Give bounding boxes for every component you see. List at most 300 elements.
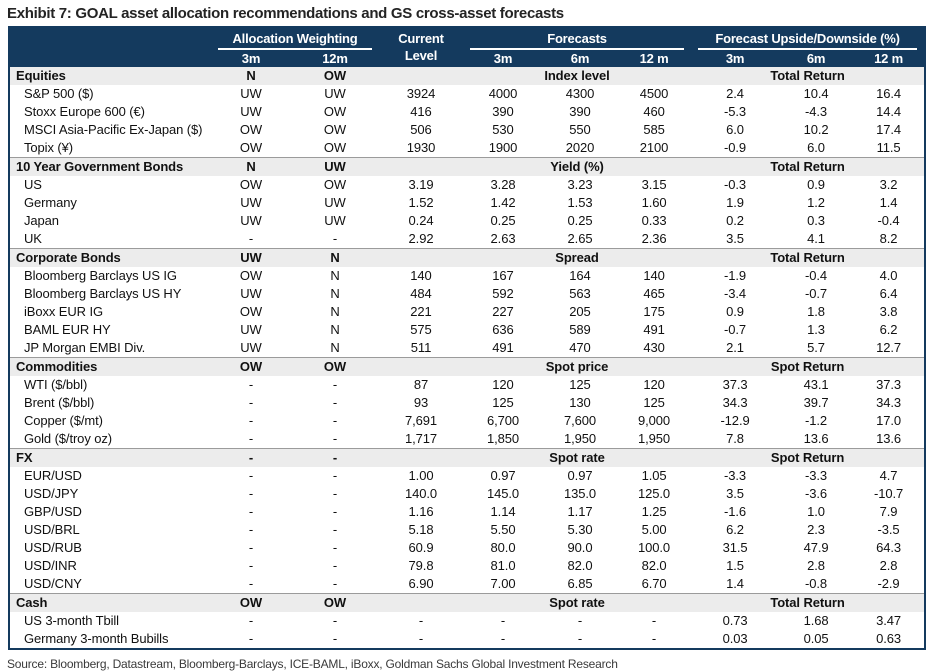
cell-upside-12m: 3.8	[879, 304, 898, 319]
row-label: BAML EUR HY	[24, 322, 111, 337]
exhibit-title: Exhibit 7: GOAL asset allocation recommendations and GS cross-asset forecasts	[7, 5, 564, 22]
table-row	[9, 557, 925, 575]
cell-forecast-3m: 6,700	[486, 413, 520, 428]
cell-forecast-3m: 0.25	[490, 213, 516, 228]
cell-forecast-3m: 120	[492, 377, 514, 392]
section-forecast-label: Yield (%)	[463, 158, 691, 177]
cell-upside-12m: 8.2	[879, 231, 898, 246]
cell-forecast-3m: 167	[492, 268, 514, 283]
cell-forecast-6m: 1.17	[567, 504, 593, 519]
header-forecast-6m: 6m	[543, 50, 617, 67]
table-row	[9, 521, 925, 539]
cell-alloc-12m: UW	[324, 86, 346, 101]
cell-forecast-12m: 140	[643, 268, 665, 283]
table-row	[9, 503, 925, 521]
cell-forecast-12m: -	[651, 613, 657, 628]
table-row	[9, 303, 925, 321]
cell-forecast-12m: 5.00	[641, 522, 667, 537]
cell-upside-3m: 3.5	[726, 231, 744, 246]
header-current-line2: Level	[404, 48, 438, 63]
cell-alloc-12m: -	[332, 395, 338, 410]
cell-forecast-6m: 3.23	[567, 177, 593, 192]
cell-forecast-12m: 120	[643, 377, 665, 392]
cell-alloc-12m: -	[332, 558, 338, 573]
row-label: GBP/USD	[24, 504, 82, 519]
cell-forecast-6m: 2020	[565, 140, 595, 155]
cell-forecast-12m: 125.0	[637, 486, 671, 501]
cell-forecast-12m: 82.0	[641, 558, 667, 573]
cell-forecast-3m: 4000	[488, 86, 518, 101]
row-label: MSCI Asia-Pacific Ex-Japan ($)	[24, 122, 203, 137]
cell-alloc-12m: N	[330, 340, 340, 355]
cell-upside-3m: -0.9	[724, 140, 747, 155]
section-alloc-12m: OW	[291, 67, 379, 85]
cell-current-level: 1930	[406, 140, 436, 155]
cell-forecast-3m: 5.50	[490, 522, 516, 537]
cell-alloc-3m: UW	[240, 195, 262, 210]
cell-alloc-3m: -	[248, 558, 254, 573]
section-label: FX	[9, 449, 211, 468]
table-row	[9, 85, 925, 103]
cell-forecast-12m: 585	[643, 122, 665, 137]
section-alloc-12m: -	[291, 449, 379, 468]
cell-current-level: 511	[410, 340, 432, 355]
cell-upside-12m: 17.0	[876, 413, 901, 428]
cell-alloc-3m: -	[248, 522, 254, 537]
cell-forecast-3m: 390	[492, 104, 514, 119]
cell-forecast-3m: 145.0	[486, 486, 520, 501]
cell-upside-12m: 3.47	[876, 613, 901, 628]
cell-forecast-6m: 90.0	[567, 540, 593, 555]
cell-current-level: 140.0	[404, 486, 438, 501]
cell-upside-3m: -1.6	[724, 504, 747, 519]
cell-upside-3m: -3.3	[724, 468, 747, 483]
cell-current-level: 0.24	[408, 213, 434, 228]
cell-forecast-6m: 164	[569, 268, 591, 283]
header-group-label: Allocation Weighting	[218, 28, 372, 50]
header-forecasts	[463, 27, 691, 50]
table-row	[9, 267, 925, 285]
cell-upside-12m: 3.2	[879, 177, 898, 192]
section-current-spacer	[379, 158, 463, 177]
cell-forecast-12m: 125	[643, 395, 665, 410]
section-row	[9, 358, 925, 377]
cell-alloc-3m: -	[248, 377, 254, 392]
cell-forecast-12m: 0.33	[641, 213, 667, 228]
cell-alloc-3m: UW	[240, 86, 262, 101]
section-row	[9, 158, 925, 177]
cell-alloc-3m: -	[248, 576, 254, 591]
cell-forecast-6m: 7,600	[563, 413, 597, 428]
cell-alloc-3m: UW	[240, 322, 262, 337]
cell-upside-6m: 13.6	[803, 431, 829, 446]
header-alloc-3m: 3m	[211, 50, 291, 67]
cell-upside-6m: 10.4	[803, 86, 829, 101]
section-current-spacer	[379, 449, 463, 468]
cell-upside-3m: 31.5	[722, 540, 748, 555]
cell-forecast-12m: 1,950	[637, 431, 671, 446]
table-row	[9, 575, 925, 594]
table-row	[9, 430, 925, 449]
cell-upside-3m: 3.5	[726, 486, 744, 501]
cell-forecast-12m: 9,000	[637, 413, 671, 428]
cell-upside-12m: -10.7	[873, 486, 904, 501]
section-alloc-12m: OW	[291, 358, 379, 377]
cell-current-level: -	[418, 631, 424, 646]
source-line: Source: Bloomberg, Datastream, Bloomberg-Barclays, ICE-BAML, iBoxx, Goldman Sachs Global Investment Research	[7, 657, 618, 671]
cell-alloc-3m: UW	[240, 340, 262, 355]
cell-current-level: 5.18	[408, 522, 434, 537]
section-alloc-12m: N	[291, 249, 379, 268]
cell-upside-12m: -3.5	[877, 522, 900, 537]
cell-alloc-12m: -	[332, 522, 338, 537]
cell-upside-6m: -0.7	[805, 286, 828, 301]
section-forecast-label: Spot rate	[463, 449, 691, 468]
cell-alloc-12m: N	[330, 268, 340, 283]
cell-alloc-12m: -	[332, 431, 338, 446]
section-row	[9, 67, 925, 85]
cell-forecast-3m: 1.14	[490, 504, 516, 519]
cell-forecast-12m: 175	[643, 304, 665, 319]
section-label: Equities	[9, 67, 211, 85]
cell-forecast-12m: 465	[643, 286, 665, 301]
table-header	[9, 27, 925, 67]
cell-alloc-12m: -	[332, 486, 338, 501]
row-label: S&P 500 ($)	[24, 86, 94, 101]
cell-forecast-6m: 5.30	[567, 522, 593, 537]
section-row	[9, 594, 925, 613]
cell-alloc-3m: -	[248, 413, 254, 428]
cell-upside-6m: 4.1	[807, 231, 825, 246]
cell-forecast-3m: 1900	[488, 140, 518, 155]
cell-upside-6m: 0.05	[803, 631, 829, 646]
section-return-label: Spot Return	[691, 358, 925, 377]
cell-current-level: 2.92	[408, 231, 434, 246]
cell-upside-6m: 39.7	[803, 395, 829, 410]
cell-alloc-3m: -	[248, 540, 254, 555]
table-row	[9, 630, 925, 649]
cell-current-level: 575	[410, 322, 432, 337]
cell-forecast-3m: 3.28	[490, 177, 516, 192]
asset-allocation-table	[8, 26, 926, 650]
cell-forecast-3m: 227	[492, 304, 514, 319]
cell-forecast-6m: 130	[569, 395, 591, 410]
cell-upside-3m: 1.9	[726, 195, 744, 210]
table-row	[9, 194, 925, 212]
cell-forecast-12m: -	[651, 631, 657, 646]
cell-upside-12m: 14.4	[876, 104, 901, 119]
cell-alloc-12m: N	[330, 304, 340, 319]
cell-forecast-6m: 4300	[565, 86, 595, 101]
cell-forecast-6m: 0.97	[567, 468, 593, 483]
cell-upside-3m: -12.9	[720, 413, 750, 428]
cell-upside-12m: 64.3	[876, 540, 901, 555]
cell-upside-12m: 0.63	[876, 631, 901, 646]
cell-upside-3m: 34.3	[722, 395, 748, 410]
cell-alloc-12m: -	[332, 576, 338, 591]
cell-upside-6m: 47.9	[803, 540, 829, 555]
row-label: Germany 3-month Bubills	[24, 631, 169, 646]
cell-alloc-12m: -	[332, 631, 338, 646]
cell-current-level: 221	[410, 304, 432, 319]
row-label: Brent ($/bbl)	[24, 395, 95, 410]
table-row	[9, 176, 925, 194]
cell-alloc-12m: OW	[323, 104, 347, 119]
cell-alloc-3m: -	[248, 431, 254, 446]
cell-forecast-3m: -	[500, 613, 506, 628]
section-alloc-3m: OW	[211, 594, 291, 613]
cell-upside-3m: 0.9	[726, 304, 744, 319]
cell-forecast-6m: 135.0	[563, 486, 597, 501]
cell-upside-12m: 12.7	[876, 340, 901, 355]
table-row	[9, 412, 925, 430]
cell-current-level: -	[418, 613, 424, 628]
cell-alloc-3m: OW	[239, 140, 263, 155]
row-label: USD/JPY	[24, 486, 79, 501]
cell-alloc-3m: OW	[239, 177, 263, 192]
row-label: Japan	[24, 213, 59, 228]
cell-upside-12m: -0.4	[877, 213, 900, 228]
cell-forecast-12m: 100.0	[637, 540, 671, 555]
cell-upside-6m: 0.3	[807, 213, 825, 228]
row-label: USD/INR	[24, 558, 77, 573]
cell-upside-6m: 1.2	[807, 195, 825, 210]
section-forecast-label: Spot rate	[463, 594, 691, 613]
row-label: USD/CNY	[24, 576, 82, 591]
table-row	[9, 539, 925, 557]
cell-alloc-3m: -	[248, 486, 254, 501]
header-forecast-12m: 12 m	[617, 50, 691, 67]
cell-forecast-6m: 563	[569, 286, 591, 301]
cell-forecast-3m: 1,850	[486, 431, 520, 446]
section-forecast-label: Spot price	[463, 358, 691, 377]
cell-forecast-6m: 125	[569, 377, 591, 392]
cell-forecast-6m: 470	[569, 340, 591, 355]
cell-alloc-3m: -	[248, 631, 254, 646]
table-row	[9, 612, 925, 630]
cell-forecast-3m: 592	[492, 286, 514, 301]
cell-current-level: 3.19	[408, 177, 434, 192]
cell-upside-12m: 4.0	[879, 268, 898, 283]
cell-alloc-12m: OW	[323, 122, 347, 137]
cell-forecast-6m: -	[577, 613, 583, 628]
header-group-row	[9, 27, 925, 50]
cell-current-level: 1.00	[408, 468, 434, 483]
header-spacer	[9, 50, 211, 67]
cell-upside-12m: 11.5	[876, 140, 901, 155]
section-current-spacer	[379, 249, 463, 268]
section-current-spacer	[379, 67, 463, 85]
cell-upside-12m: -2.9	[877, 576, 900, 591]
cell-alloc-3m: UW	[240, 104, 262, 119]
cell-upside-6m: -4.3	[805, 104, 828, 119]
cell-forecast-6m: 2.65	[567, 231, 593, 246]
table-row	[9, 339, 925, 358]
section-current-spacer	[379, 594, 463, 613]
table-row	[9, 121, 925, 139]
cell-upside-3m: -3.4	[724, 286, 747, 301]
cell-forecast-6m: 1,950	[563, 431, 597, 446]
cell-upside-3m: 2.4	[726, 86, 744, 101]
cell-alloc-12m: -	[332, 504, 338, 519]
section-return-label: Total Return	[691, 594, 925, 613]
table-row	[9, 103, 925, 121]
section-label: Corporate Bonds	[9, 249, 211, 268]
cell-upside-12m: 6.2	[879, 322, 898, 337]
cell-upside-6m: 1.68	[803, 613, 829, 628]
cell-alloc-3m: UW	[240, 286, 262, 301]
row-label: US 3-month Tbill	[24, 613, 119, 628]
table-row	[9, 467, 925, 485]
cell-alloc-12m: UW	[324, 195, 346, 210]
cell-alloc-3m: -	[248, 468, 254, 483]
cell-forecast-3m: 81.0	[490, 558, 516, 573]
header-forecast-3m: 3m	[463, 50, 543, 67]
cell-current-level: 7,691	[404, 413, 438, 428]
header-group-label: Forecasts	[470, 28, 684, 50]
cell-current-level: 140	[410, 268, 432, 283]
cell-current-level: 1,717	[404, 431, 438, 446]
cell-current-level: 93	[413, 395, 429, 410]
cell-alloc-3m: -	[248, 231, 254, 246]
cell-current-level: 506	[410, 122, 432, 137]
cell-forecast-6m: -	[577, 631, 583, 646]
cell-forecast-3m: 7.00	[490, 576, 516, 591]
cell-upside-6m: -0.8	[805, 576, 828, 591]
header-upside-12m: 12 m	[853, 50, 925, 67]
row-label: EUR/USD	[24, 468, 82, 483]
cell-alloc-3m: -	[248, 504, 254, 519]
cell-forecast-6m: 390	[569, 104, 591, 119]
section-label: Commodities	[9, 358, 211, 377]
section-label: Cash	[9, 594, 211, 613]
cell-upside-12m: 17.4	[876, 122, 901, 137]
cell-alloc-3m: OW	[239, 268, 263, 283]
cell-forecast-3m: 530	[492, 122, 514, 137]
cell-upside-6m: 10.2	[803, 122, 829, 137]
cell-forecast-3m: 125	[492, 395, 514, 410]
row-label: Stoxx Europe 600 (€)	[24, 104, 145, 119]
cell-forecast-12m: 1.05	[641, 468, 667, 483]
cell-upside-12m: 16.4	[876, 86, 901, 101]
cell-forecast-12m: 430	[643, 340, 665, 355]
cell-current-level: 87	[413, 377, 429, 392]
cell-alloc-12m: OW	[323, 140, 347, 155]
cell-forecast-3m: -	[500, 631, 506, 646]
row-label: iBoxx EUR IG	[24, 304, 103, 319]
section-alloc-3m: -	[211, 449, 291, 468]
cell-forecast-3m: 1.42	[490, 195, 516, 210]
header-upside-3m: 3m	[691, 50, 779, 67]
cell-alloc-12m: UW	[324, 213, 346, 228]
cell-alloc-12m: -	[332, 231, 338, 246]
table-row	[9, 139, 925, 158]
cell-forecast-12m: 491	[643, 322, 665, 337]
section-return-label: Spot Return	[691, 449, 925, 468]
table-row	[9, 285, 925, 303]
cell-forecast-3m: 80.0	[490, 540, 516, 555]
cell-alloc-12m: -	[332, 613, 338, 628]
cell-forecast-12m: 1.60	[641, 195, 667, 210]
cell-current-level: 484	[410, 286, 432, 301]
cell-forecast-12m: 6.70	[641, 576, 667, 591]
table-row	[9, 230, 925, 249]
cell-upside-3m: 0.73	[722, 613, 748, 628]
table-row	[9, 394, 925, 412]
section-alloc-3m: OW	[211, 358, 291, 377]
section-return-label: Total Return	[691, 158, 925, 177]
cell-upside-12m: 6.4	[879, 286, 898, 301]
cell-upside-12m: 4.7	[879, 468, 898, 483]
cell-alloc-12m: -	[332, 468, 338, 483]
section-forecast-label: Spread	[463, 249, 691, 268]
table-row	[9, 321, 925, 339]
cell-alloc-12m: -	[332, 377, 338, 392]
cell-upside-12m: 1.4	[879, 195, 898, 210]
row-label: Bloomberg Barclays US HY	[24, 286, 182, 301]
cell-upside-6m: 5.7	[807, 340, 825, 355]
cell-upside-3m: 0.03	[722, 631, 748, 646]
section-alloc-3m: N	[211, 67, 291, 85]
cell-upside-3m: -0.7	[724, 322, 747, 337]
cell-forecast-3m: 636	[492, 322, 514, 337]
cell-alloc-12m: -	[332, 413, 338, 428]
cell-alloc-3m: UW	[240, 213, 262, 228]
cell-upside-3m: 6.2	[726, 522, 744, 537]
cell-upside-3m: -0.3	[724, 177, 747, 192]
cell-upside-6m: -3.6	[805, 486, 828, 501]
cell-upside-3m: 2.1	[726, 340, 744, 355]
header-group-label: Forecast Upside/Downside (%)	[698, 28, 917, 50]
cell-upside-6m: 6.0	[807, 140, 825, 155]
cell-forecast-12m: 460	[643, 104, 665, 119]
cell-upside-6m: 1.0	[807, 504, 825, 519]
table-row	[9, 485, 925, 503]
section-alloc-3m: N	[211, 158, 291, 177]
section-alloc-12m: OW	[291, 594, 379, 613]
header-allocation-weighting	[211, 27, 379, 50]
row-label: Germany	[24, 195, 77, 210]
cell-forecast-6m: 6.85	[567, 576, 593, 591]
cell-forecast-6m: 0.25	[567, 213, 593, 228]
section-return-label: Total Return	[691, 67, 925, 85]
header-alloc-12m: 12m	[291, 50, 379, 67]
cell-upside-12m: 7.9	[879, 504, 898, 519]
cell-alloc-12m: N	[330, 322, 340, 337]
cell-alloc-12m: OW	[323, 177, 347, 192]
cell-current-level: 6.90	[408, 576, 434, 591]
cell-forecast-3m: 491	[492, 340, 514, 355]
section-alloc-12m: UW	[291, 158, 379, 177]
cell-alloc-3m: OW	[239, 304, 263, 319]
cell-forecast-12m: 1.25	[641, 504, 667, 519]
cell-upside-12m: 2.8	[879, 558, 898, 573]
cell-forecast-6m: 589	[569, 322, 591, 337]
cell-forecast-6m: 550	[569, 122, 591, 137]
cell-upside-3m: 6.0	[726, 122, 744, 137]
cell-forecast-6m: 1.53	[567, 195, 593, 210]
section-current-spacer	[379, 358, 463, 377]
header-spacer	[9, 27, 211, 50]
cell-forecast-6m: 205	[569, 304, 591, 319]
cell-forecast-3m: 0.97	[490, 468, 516, 483]
cell-upside-6m: 1.3	[807, 322, 825, 337]
cell-upside-6m: 0.9	[807, 177, 825, 192]
cell-upside-6m: -0.4	[805, 268, 828, 283]
cell-upside-12m: 13.6	[876, 431, 901, 446]
cell-current-level: 416	[410, 104, 432, 119]
cell-alloc-3m: OW	[239, 122, 263, 137]
